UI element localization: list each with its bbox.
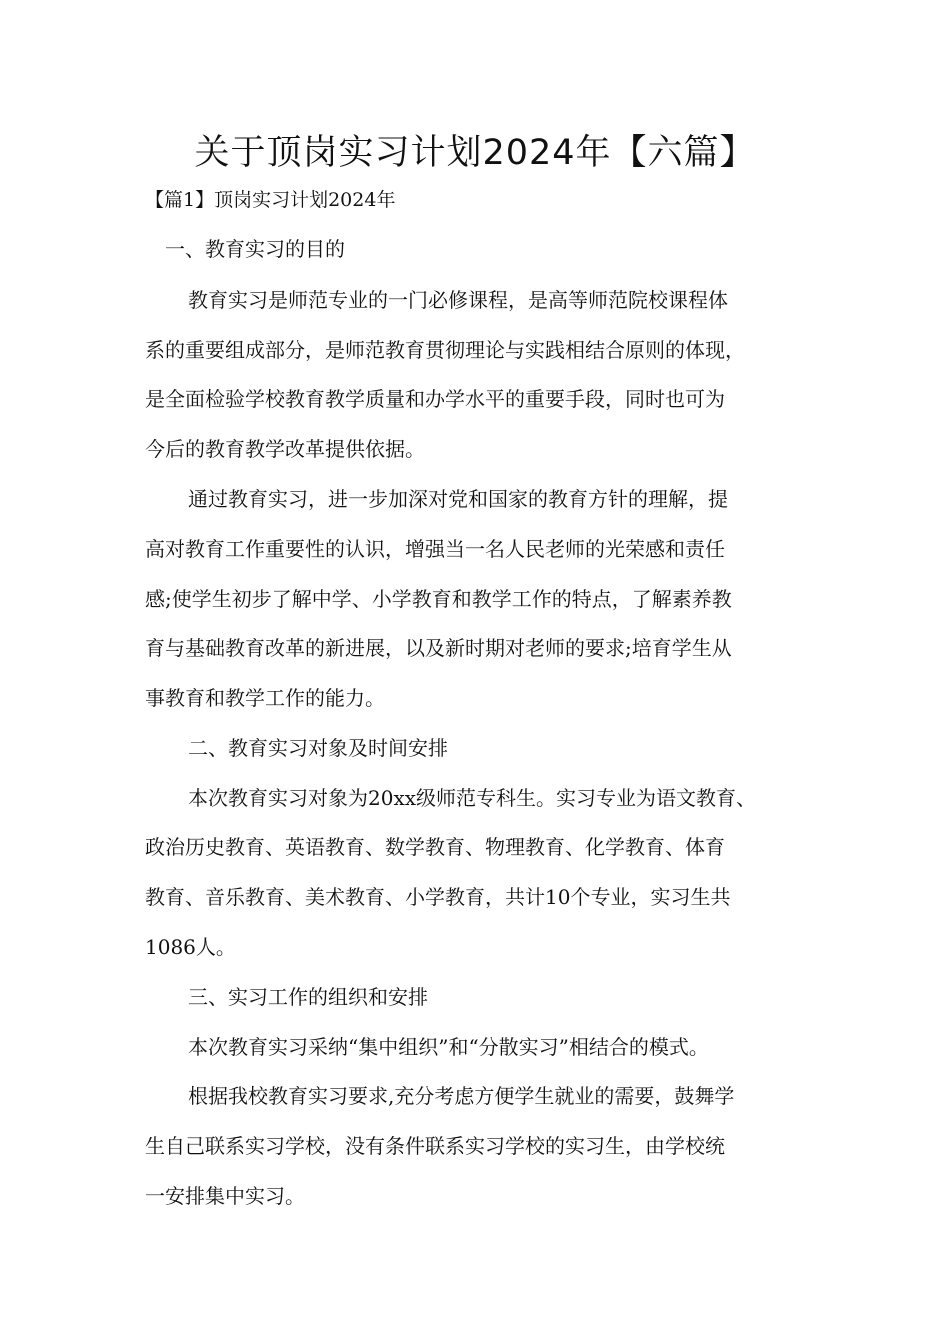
paragraph-line: 高对教育工作重要性的认识，增强当一名人民老师的光荣感和责任: [145, 537, 725, 561]
paragraph-line: 一安排集中实习。: [145, 1184, 305, 1208]
document-title: 关于顶岗实习计划2024年【六篇】: [194, 133, 756, 173]
paragraph-line: 系的重要组成部分，是师范教育贯彻理论与实践相结合原则的体现，: [145, 338, 745, 362]
section-heading-1: 一、教育实习的目的: [165, 237, 345, 261]
section-heading-2: 二、教育实习对象及时间安排: [188, 736, 448, 760]
paragraph-line: 教育、音乐教育、美术教育、小学教育，共计10个专业，实习生共: [145, 885, 731, 909]
paragraph-line: 通过教育实习，进一步加深对党和国家的教育方针的理解，提: [188, 487, 728, 511]
paragraph-line: 1086人。: [145, 935, 236, 959]
document-subtitle: 【篇1】顶岗实习计划2024年: [145, 189, 396, 211]
paragraph-line: 政治历史教育、英语教育、数学教育、物理教育、化学教育、体育: [145, 835, 725, 859]
paragraph-line: 本次教育实习采纳“集中组织”和“分散实习”相结合的模式。: [188, 1035, 709, 1059]
paragraph-line: 是全面检验学校教育教学质量和办学水平的重要手段，同时也可为: [145, 387, 725, 411]
paragraph-line: 育与基础教育改革的新进展，以及新时期对老师的要求;培育学生从: [145, 636, 732, 660]
paragraph-line: 根据我校教育实习要求,充分考虑方便学生就业的需要，鼓舞学: [188, 1084, 735, 1108]
paragraph-line: 事教育和教学工作的能力。: [145, 686, 385, 710]
section-heading-3: 三、实习工作的组织和安排: [188, 985, 428, 1009]
paragraph-line: 今后的教育教学改革提供依据。: [145, 437, 425, 461]
paragraph-line: 本次教育实习对象为20xx级师范专科生。实习专业为语文教育、: [188, 786, 757, 810]
paragraph-line: 生自己联系实习学校，没有条件联系实习学校的实习生，由学校统: [145, 1134, 725, 1158]
paragraph-line: 感;使学生初步了解中学、小学教育和教学工作的特点，了解素养教: [145, 587, 732, 611]
paragraph-line: 教育实习是师范专业的一门必修课程，是高等师范院校课程体: [188, 288, 728, 312]
